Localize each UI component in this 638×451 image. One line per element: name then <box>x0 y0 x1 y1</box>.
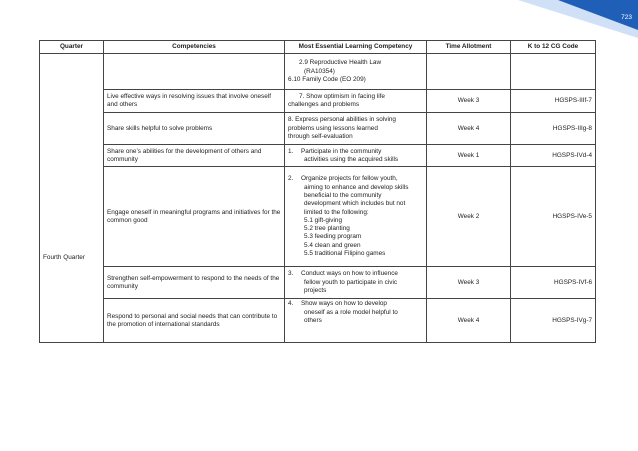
week-cell: Week 2 <box>427 167 511 267</box>
week-cell: Week 4 <box>427 299 511 343</box>
melc-line: Organize projects for fellow youth, <box>301 175 398 183</box>
melc-line: Participate in the community <box>301 147 382 155</box>
curriculum-guide-table <box>39 40 596 343</box>
table-row <box>40 267 596 299</box>
header-melc: Most Essential Learning Competency <box>285 41 427 54</box>
melc-number: 2. <box>288 175 294 183</box>
melc-line: oneself as a role model helpful to <box>304 308 398 316</box>
header-time-allotment: Time Allotment <box>427 41 511 54</box>
melc-subitem: 5.4 clean and green <box>304 241 361 249</box>
code-cell: HGSPS-IIIf-7 <box>511 90 596 113</box>
header-quarter: Quarter <box>40 41 104 54</box>
quarter-cell <box>40 54 104 343</box>
melc-cell <box>285 267 427 299</box>
melc-subitem: 5.2 tree planting <box>304 225 350 233</box>
week-cell: Week 3 <box>427 90 511 113</box>
melc-line: (RA10354) <box>304 67 335 75</box>
melc-subitem: 5.3 feeding program <box>304 233 362 241</box>
melc-line: development which includes but not <box>304 200 406 208</box>
melc-number: 1. <box>288 147 294 155</box>
code-cell <box>511 54 596 90</box>
melc-cell <box>285 167 427 267</box>
table-row <box>40 299 596 343</box>
table-header-row <box>40 41 596 54</box>
competency-cell: Live effective ways in resolving issues that involve oneself and others <box>104 90 285 113</box>
header-cg-code: K to 12 CG Code <box>511 41 596 54</box>
melc-line: limited to the following: <box>304 208 369 216</box>
corner-decoration <box>498 0 638 38</box>
competency-cell <box>104 54 285 90</box>
melc-number: 3. <box>288 270 294 278</box>
melc-line: problems using lessons learned <box>288 124 378 132</box>
melc-cell <box>285 90 427 113</box>
melc-cell <box>285 54 427 90</box>
code-cell: HGSPS-IIIg-8 <box>511 113 596 145</box>
code-cell: HGSPS-IVg-7 <box>511 299 596 343</box>
melc-line: 7. Show optimism in facing life <box>299 93 385 100</box>
melc-line: others <box>304 316 322 324</box>
melc-line: 6.10 Family Code (EO 209) <box>288 75 366 83</box>
melc-cell <box>285 145 427 167</box>
melc-line: fellow youth to participate in civic <box>304 278 398 286</box>
competency-cell: Strengthen self-empowerment to respond to the needs of the community <box>104 267 285 299</box>
melc-line: through self-evaluation <box>288 132 353 140</box>
melc-line: challenges and problems <box>288 101 360 109</box>
melc-cell <box>285 113 427 145</box>
quarter-label: Fourth Quarter <box>43 253 85 261</box>
melc-line: 8. Express personal abilities in solving <box>288 116 396 124</box>
code-cell: HGSPS-IVf-6 <box>511 267 596 299</box>
week-cell: Week 1 <box>427 145 511 167</box>
melc-line: Conduct ways on how to influence <box>301 270 398 278</box>
melc-number: 4. <box>288 300 294 308</box>
melc-line: aiming to enhance and develop skills <box>304 183 409 191</box>
melc-line: beneficial to the community <box>304 191 382 199</box>
week-cell: Week 3 <box>427 267 511 299</box>
table-row <box>40 145 596 167</box>
melc-line: activities using the acquired skills <box>304 155 399 163</box>
melc-line: projects <box>304 286 327 294</box>
code-cell: HGSPS-IVd-4 <box>511 145 596 167</box>
competency-cell: Share one’s abilities for the development of others and community <box>104 145 285 167</box>
melc-cell <box>285 299 427 343</box>
melc-line: 2.9 Reproductive Health Law <box>299 59 382 67</box>
competency-cell: Respond to personal and social needs that can contribute to the promotion of international standards <box>104 299 285 343</box>
table-row <box>40 54 596 90</box>
competency-cell: Engage oneself in meaningful programs and initiatives for the common good <box>104 167 285 267</box>
melc-subitem: 5.1 gift-giving <box>304 216 343 224</box>
page-number: 723 <box>621 14 632 21</box>
table-row <box>40 167 596 267</box>
week-cell <box>427 54 511 90</box>
competency-cell: Share skills helpful to solve problems <box>104 113 285 145</box>
melc-line: Show ways on how to develop <box>301 300 387 308</box>
header-competencies: Competencies <box>104 41 285 54</box>
table-row <box>40 90 596 113</box>
table-row <box>40 113 596 145</box>
melc-subitem: 5.5 traditional Filipino games <box>304 250 386 258</box>
code-cell: HGSPS-IVe-5 <box>511 167 596 267</box>
week-cell: Week 4 <box>427 113 511 145</box>
